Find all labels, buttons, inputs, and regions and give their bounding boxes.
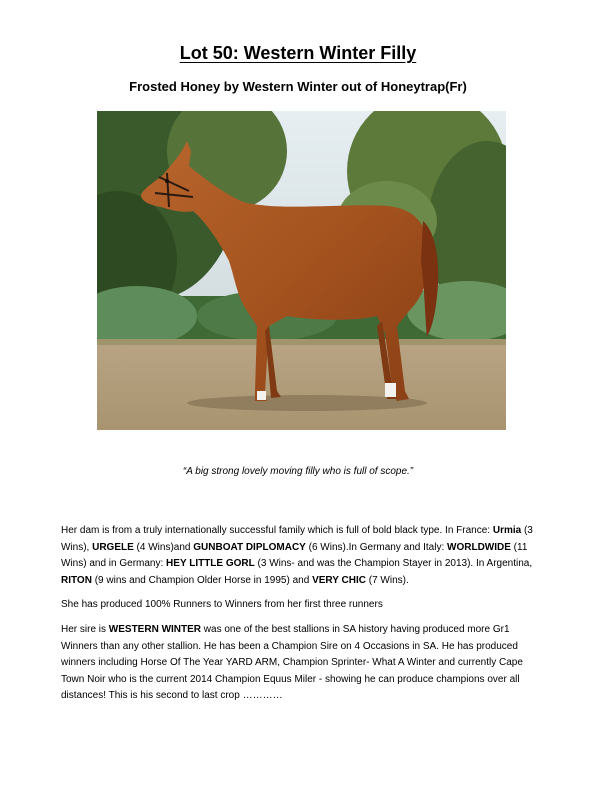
sire-paragraph: Her sire is WESTERN WINTER was one of the best stallions in SA history having produced more Gr1 Winners than any other stallion. He has been a Champion Sire on 4 Occasions in SA. He has produced winners including Horse Of The Year YARD ARM, Champion Sprinter- What A Winter and currently Cape Town Noir who is the current 2014 Champion Equus Miler - showing he can produce champions over all distances! This is his second to last crop ………… [61,624,523,701]
quote-text: “A big strong lovely moving filly who is full of scope.” [182,466,414,477]
chestnut-filly-photo [97,111,506,430]
page-subtitle: Frosted Honey by Western Winter out of Honeytrap(Fr) [129,79,467,94]
page-title: Lot 50: Western Winter Filly [179,43,417,63]
runners-paragraph: She has produced 100% Runners to Winners from her first three runners [61,599,383,610]
dam-family-paragraph: Her dam is from a truly internationally successful family which is full of bold black type. In France: Urmia (3 Wins), URGELE (4 Wins)and GUNBOAT DIPLOMACY (6 Wins).In Germany and Italy: WORLDWIDE (11 Wins) and in Germany: HEY LITTLE GORL (3 Wins- and was the Champion Stayer in 2013). In Argentina, RITON (9 wins and Champion Older Horse in 1995) and VERY CHIC (7 Wins). [61,525,533,586]
